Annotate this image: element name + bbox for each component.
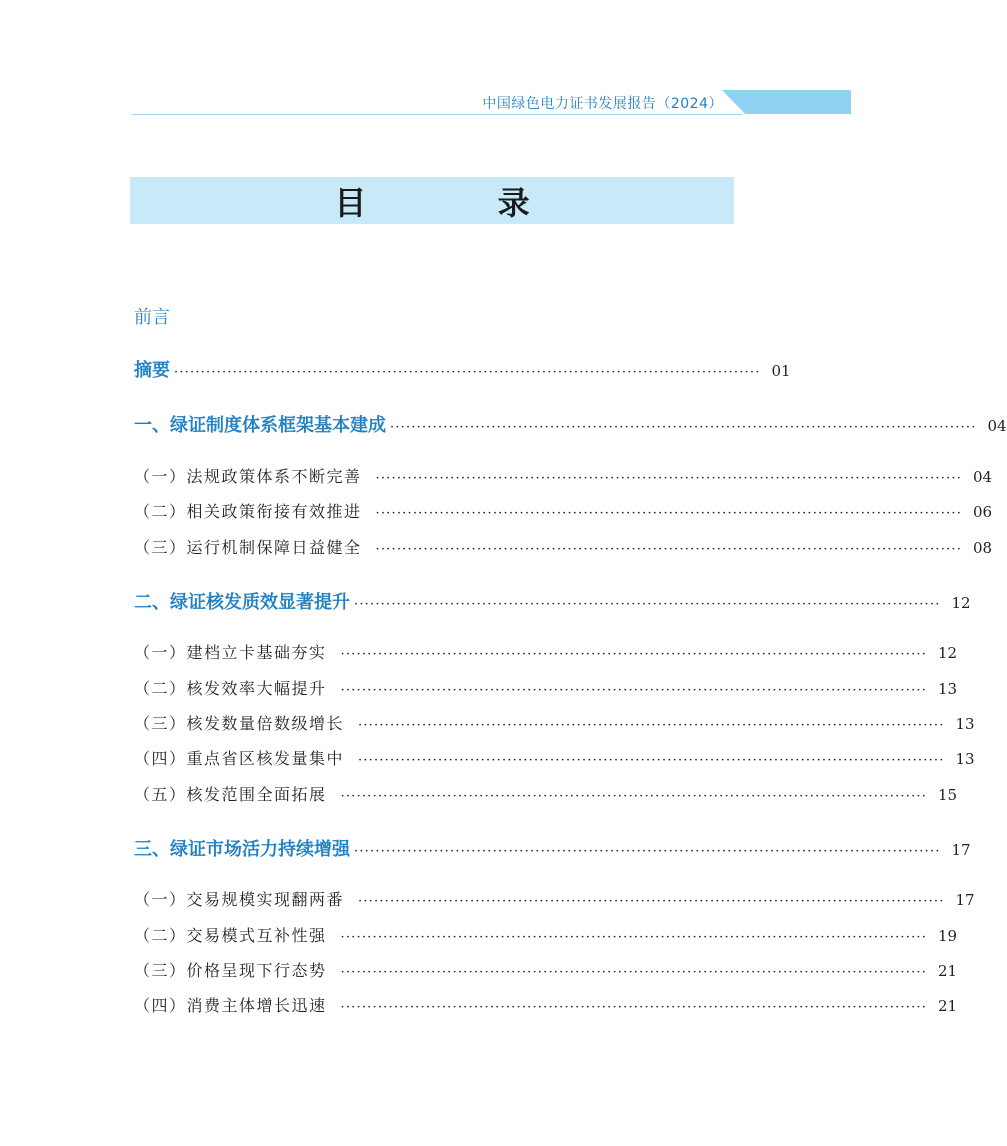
- toc-entry-page: 19: [937, 927, 958, 945]
- toc-title: 目 录: [334, 183, 590, 222]
- toc-entry-1-3[interactable]: [134, 535, 993, 558]
- dot-leader: ··············································································································: [354, 597, 941, 612]
- dot-leader: ··············································································································: [340, 647, 928, 662]
- toc-entry-label: （四）重点省区核发量集中: [134, 749, 345, 768]
- toc-entry-3-1[interactable]: [134, 887, 975, 910]
- toc-entry-label: 三、绿证市场活力持续增强: [134, 839, 350, 860]
- dot-leader: ··············································································································: [358, 753, 945, 768]
- report-title: 中国绿色电力证书发展报告（2024）: [482, 96, 723, 112]
- toc-entry-page: 12: [951, 594, 971, 612]
- toc-entry-chapter-1[interactable]: [134, 411, 1007, 437]
- toc-banner: [130, 177, 734, 224]
- toc-entry-label: （二）相关政策衔接有效推进: [134, 502, 362, 521]
- toc-entry-page: 21: [937, 997, 958, 1015]
- toc-entry-chapter-3[interactable]: [134, 835, 971, 861]
- toc-entry-label: （一）法规政策体系不断完善: [134, 467, 362, 486]
- toc-entry-page: 06: [972, 503, 993, 521]
- dot-leader: ··············································································································: [358, 894, 945, 909]
- toc-entry-label: （一）交易规模实现翻两番: [134, 890, 345, 909]
- toc-entry-1-2[interactable]: [134, 499, 993, 522]
- dot-leader: ··············································································································: [375, 471, 963, 486]
- toc-entry-3-2[interactable]: [134, 923, 958, 946]
- toc-entry-label: （五）核发范围全面拓展: [134, 785, 327, 804]
- toc-entry-page: 13: [955, 750, 975, 768]
- header-tab-decoration: [722, 90, 851, 114]
- toc-entry-label: 二、绿证核发质效显著提升: [134, 592, 350, 613]
- toc-entry-label: （三）运行机制保障日益健全: [134, 538, 362, 557]
- toc-entry-3-4[interactable]: [134, 993, 958, 1016]
- dot-leader: ··············································································································: [340, 930, 928, 945]
- toc-entry-2-3[interactable]: [134, 711, 975, 734]
- header-rule: [132, 114, 742, 115]
- dot-leader: ··············································································································: [375, 506, 963, 521]
- toc-entry-2-1[interactable]: [134, 640, 958, 663]
- toc-entry-3-3[interactable]: [134, 958, 958, 981]
- toc-entry-label: （二）交易模式互补性强: [134, 926, 327, 945]
- toc-entry-page: 04: [972, 468, 993, 486]
- toc-entry-label: （三）价格呈现下行态势: [134, 961, 327, 980]
- dot-leader: ··············································································································: [354, 844, 941, 859]
- toc-entry-label: （三）核发数量倍数级增长: [134, 714, 345, 733]
- running-header: [0, 88, 851, 116]
- toc-entry-label: 一、绿证制度体系框架基本建成: [134, 415, 386, 436]
- toc-entry-1-1[interactable]: [134, 464, 993, 487]
- dot-leader: ··············································································································: [390, 420, 977, 435]
- toc-entry-2-2[interactable]: [134, 676, 958, 699]
- toc-entry-page: 08: [972, 539, 993, 557]
- toc-entry-page: 15: [937, 786, 958, 804]
- dot-leader: ··············································································································: [375, 542, 963, 557]
- toc-entry-page: 13: [937, 680, 958, 698]
- toc-preface-link[interactable]: 前言: [134, 307, 170, 328]
- toc-entry-page: 04: [987, 417, 1007, 435]
- toc-entry-chapter-2[interactable]: [134, 588, 971, 614]
- toc-entry-page: 21: [937, 962, 958, 980]
- toc-entry-label: （二）核发效率大幅提升: [134, 679, 327, 698]
- dot-leader: ··············································································································: [340, 789, 928, 804]
- toc-entry-summary[interactable]: [134, 356, 791, 382]
- dot-leader: ··············································································································: [340, 1000, 928, 1015]
- toc-entry-page: 12: [937, 644, 958, 662]
- dot-leader: ··············································································································: [358, 718, 945, 733]
- toc-entry-label: 摘要: [134, 360, 170, 381]
- toc-entry-label: （一）建档立卡基础夯实: [134, 643, 327, 662]
- toc-entry-page: 01: [771, 362, 791, 380]
- toc-entry-label: （四）消费主体增长迅速: [134, 996, 327, 1015]
- dot-leader: ··············································································································: [174, 365, 761, 380]
- toc-entry-2-5[interactable]: [134, 782, 958, 805]
- dot-leader: ··············································································································: [340, 965, 928, 980]
- toc-entry-page: 13: [955, 715, 975, 733]
- toc-entry-page: 17: [951, 841, 971, 859]
- toc-entry-page: 17: [955, 891, 975, 909]
- dot-leader: ··············································································································: [340, 683, 928, 698]
- toc-entry-2-4[interactable]: [134, 746, 975, 769]
